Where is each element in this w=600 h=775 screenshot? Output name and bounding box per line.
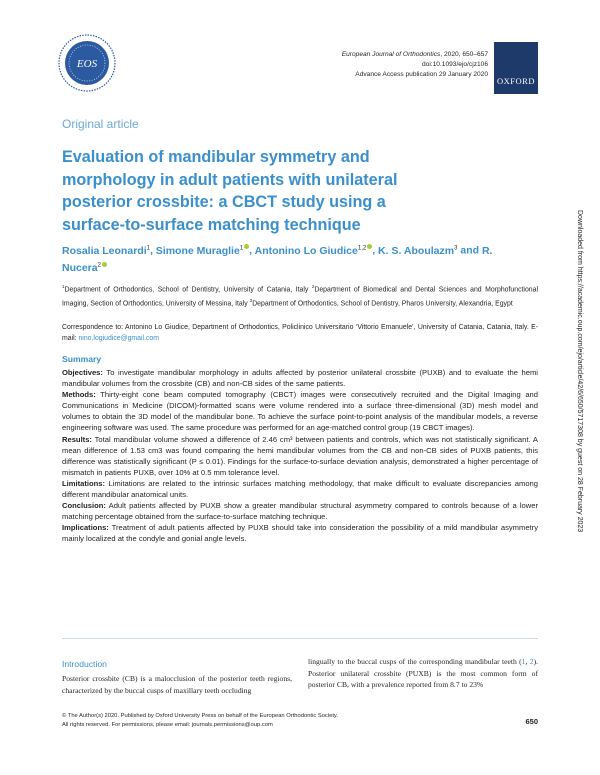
society-logo	[58, 34, 116, 92]
reference-link[interactable]: 1	[521, 657, 526, 666]
abstract-results: Results: Total mandibular volume showed a difference of 2.46 cm³ between patients and controls, which was not statistically significant. A mean difference of 1.53 cm3 was found comparing the hemi mandibular volumes from the CB and non-CB sides of PUXB patients, this difference was statistically significant (P ≤ 0.01). Findings for the surface-to-surface deviation analysis, demonstrated a higher percentage of mismatch in patients PUXB, over 10% at 0.5 mm tolerance level.	[62, 434, 538, 477]
section-divider	[62, 638, 538, 639]
page-number: 650	[525, 717, 538, 726]
author[interactable]: Simone Muraglie$^1$	[156, 245, 249, 257]
eos-seal-icon	[58, 34, 116, 92]
journal-name: European Journal of Orthodontics	[341, 51, 441, 58]
author[interactable]: Rosalia Leonardi$^1$	[62, 244, 150, 257]
intro-left-column: Posterior crossbite (CB) is a malocclusion of the posterior teeth regions, characterized by the buccal cusps of maxillary teeth occluding	[62, 674, 292, 695]
correspondence: Correspondence to: Antonino Lo Giudice, Department of Orthodontics, Policlinico Universitario ‘Vittorio Emanuele’, University of Catania, Catania, Italy. E-mail: nino.logiudice@gmail.com	[62, 324, 538, 342]
copyright: © The Author(s) 2020. Published by Oxford University Press on behalf of the European Orthodontic Society.	[62, 713, 339, 719]
journal-meta	[342, 50, 488, 80]
intro-right-column: lingually to the buccal cusps of the corresponding mandibular teeth (1, 2). Posterior unilateral crossbite (PUXB) is the most common form of posterior CB, with a prevalence reported from 8.7 to 23%	[308, 657, 538, 690]
doi[interactable]: doi:10.1093/ejo/cjz106	[422, 61, 488, 68]
abstract-objectives: Objectives: To investigate mandibular morphology in adults affected by posterior unilateral crossbite (PUXB) and to evaluate the hemi mandibular volumes from the crossbite (CB) and non-CB sides of the same patients.	[62, 368, 538, 389]
advance-access: Advance Access publication 29 January 2020	[355, 71, 488, 78]
download-note: Downloaded from https://academic.oup.com/ejo/article/42/6/650/5717308 by guest on 28 February 2023	[576, 210, 583, 533]
article-type: Original article	[62, 117, 139, 131]
author[interactable]: K. S. Aboulazm$^3$	[378, 244, 458, 257]
logo-text: EOS	[76, 58, 98, 70]
journal-citation	[342, 50, 488, 60]
permissions: All rights reserved. For permissions, please email: journals.permissions@oup.com	[62, 722, 273, 728]
abstract-limitations: Limitations: Limitations are related to the intrinsic surfaces matching methodology, that make difficult to evaluate discrepancies among different mandibular anatomical units.	[62, 478, 538, 500]
publisher-logo	[494, 42, 538, 94]
author[interactable]: R. Nucera$^2$	[62, 244, 493, 274]
abstract	[62, 367, 538, 545]
summary-heading: Summary	[62, 354, 102, 364]
abstract-conclusion: Conclusion: Adult patients affected by PUXB show a greater mandibular structural asymmetry compared to controls because of a lower matching percentage obtained from the surface-to-surface matching technique.	[62, 501, 538, 522]
email-link[interactable]: nino.logiudice@gmail.com	[78, 335, 160, 342]
reference-link[interactable]: 2	[529, 657, 534, 666]
footer	[62, 712, 538, 730]
journal-volume-pages: , 2020, 650–657	[440, 51, 488, 58]
orcid-icon[interactable]	[102, 262, 107, 267]
abstract-methods: Methods: Thirty-eight cone beam computed tomography (CBCT) images were consecutively recruited and the Digital Imaging and Communications in Medicine (DICOM)-formatted scans were volume rendered into a surface three-dimensional (3D) mesh model and volumes to obtain the 3D model of the mandibular bone. To achieve the surface point-to-point analysis of the mandibular models, a reverse engineering software was used. The same procedure was performed for an age-matched control group (19 CBCT images).	[62, 390, 538, 433]
publisher-name: OXFORD	[497, 76, 535, 86]
author[interactable]: Antonino Lo Giudice$^{1,2}$	[255, 245, 373, 257]
abstract-implications: Implications: Treatment of adult patients affected by PUXB should take into consideration the possibility of a mild mandibular asymmetry mainly localized at the condyle and gonial angle levels.	[62, 523, 538, 544]
author-list: Rosalia Leonardi$^1$, Simone Muraglie$^1$ , Antonino Lo Giudice$^{1,2}$ , K. S. Aboulazm$^3$ and R. Nucera$^2$	[62, 244, 493, 274]
introduction-heading: Introduction	[62, 659, 107, 669]
article-title: Evaluation of mandibular symmetry and morphology in adult patients with unilateral posterior crossbite: a CBCT study using a surface-to-surface matching technique	[62, 148, 398, 234]
affiliations: $^1$Department of Orthodontics, School of Dentistry, University of Catania, Italy $^2$Department of Biomedical and Dental Sciences and Morphofunctional Imaging, Section of Orthodontics, University of Messina, Italy $^3$Department of Orthodontics, School of Dentistry, Pharos University, Alexandria, Egypt	[62, 284, 538, 308]
